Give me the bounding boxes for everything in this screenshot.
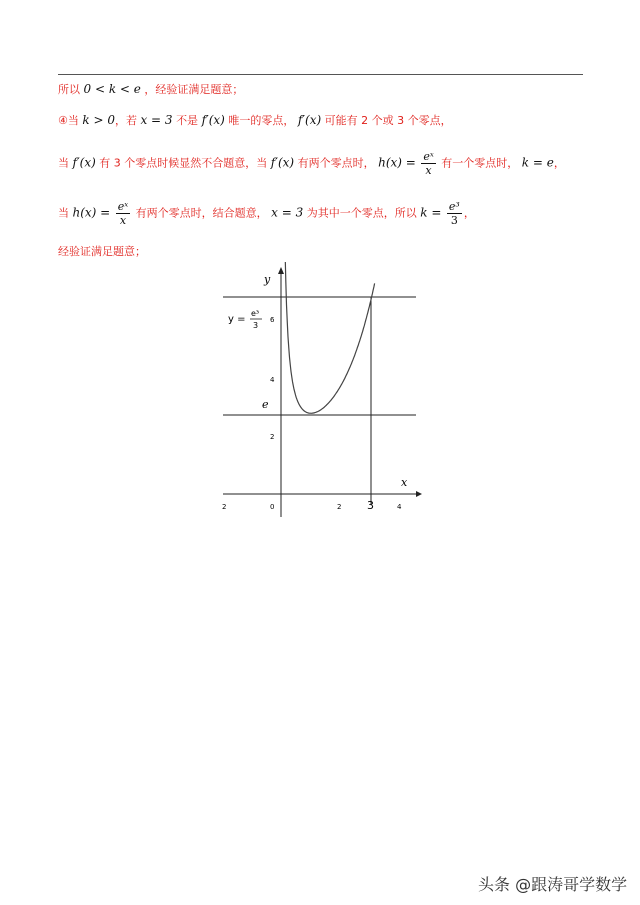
fraction-denominator: x xyxy=(119,214,127,227)
upper-label-denominator: 3 xyxy=(253,321,259,330)
fraction xyxy=(116,200,130,227)
text: ，经验证满足题意； xyxy=(144,83,244,96)
text: 有两个零点时，结合题意， xyxy=(135,206,268,220)
math: k = xyxy=(420,205,442,220)
solution-line-4 xyxy=(58,200,475,227)
x-axis-arrow xyxy=(416,491,422,497)
x-tick-label: 0 xyxy=(270,503,275,511)
math: x = 3 xyxy=(140,113,173,127)
y-axis-label: y xyxy=(264,273,271,286)
fraction-denominator: x xyxy=(425,164,432,177)
x-tick-label: 4 xyxy=(397,503,402,511)
text: 有 3 个零点时候显然不合题意，当 xyxy=(99,156,268,170)
header-rule xyxy=(58,74,583,75)
upper-label-numerator: e³ xyxy=(251,309,260,318)
text: 经验证满足题意； xyxy=(58,245,146,258)
math: f′(x) xyxy=(270,155,295,170)
text: 可能有 2 个或 3 个零点， xyxy=(324,114,452,127)
case-number: ④ xyxy=(58,114,68,127)
fraction xyxy=(447,200,462,227)
y-tick-label: 6 xyxy=(270,316,275,324)
text: 当 xyxy=(67,114,79,127)
text: 为其中一个零点，所以 xyxy=(306,206,417,220)
e-label: e xyxy=(262,398,269,411)
fraction xyxy=(421,150,435,177)
text: 当 xyxy=(58,206,69,220)
y-axis-arrow xyxy=(278,267,284,274)
math: 0 < k < e xyxy=(83,82,141,96)
math: f′(x) xyxy=(72,155,96,170)
math: x = 3 xyxy=(271,205,304,220)
fraction-numerator: eˣ xyxy=(423,150,434,163)
math: k = e xyxy=(521,155,554,170)
x-3-label: 3 xyxy=(367,499,374,512)
solution-line-2 xyxy=(58,113,452,128)
x-axis-label: x xyxy=(401,476,408,489)
solution-line-1 xyxy=(58,82,243,97)
text: 唯一的零点， xyxy=(228,114,295,127)
fraction-numerator: e³ xyxy=(448,200,460,213)
curve-h-x xyxy=(285,262,375,413)
text: ， xyxy=(553,156,565,170)
y-tick-label: 2 xyxy=(270,433,275,441)
upper-line-label: y = xyxy=(228,314,246,325)
text: ， xyxy=(463,206,475,220)
math: k > 0 xyxy=(82,113,115,127)
function-graph xyxy=(215,262,425,522)
solution-line-3 xyxy=(58,150,565,177)
fraction-denominator: 3 xyxy=(450,214,458,227)
y-tick-label: 4 xyxy=(270,376,275,384)
text: 不是 xyxy=(176,114,199,127)
x-tick-label: 2 xyxy=(222,503,227,511)
x-tick-label: 2 xyxy=(337,503,342,511)
fraction-numerator: eˣ xyxy=(117,200,129,213)
text: 有两个零点时， xyxy=(297,156,375,170)
text: 有一个零点时， xyxy=(441,156,519,170)
math: f′(x) xyxy=(201,113,225,127)
solution-line-5 xyxy=(58,245,146,259)
text: ，若 xyxy=(114,114,137,127)
text: 所以 xyxy=(58,83,80,96)
text: 当 xyxy=(58,156,69,170)
math: h(x) = xyxy=(72,205,111,220)
watermark: 头条 @跟涛哥学数学 xyxy=(478,875,628,894)
math: h(x) = xyxy=(378,155,416,170)
math: f′(x) xyxy=(297,113,322,127)
